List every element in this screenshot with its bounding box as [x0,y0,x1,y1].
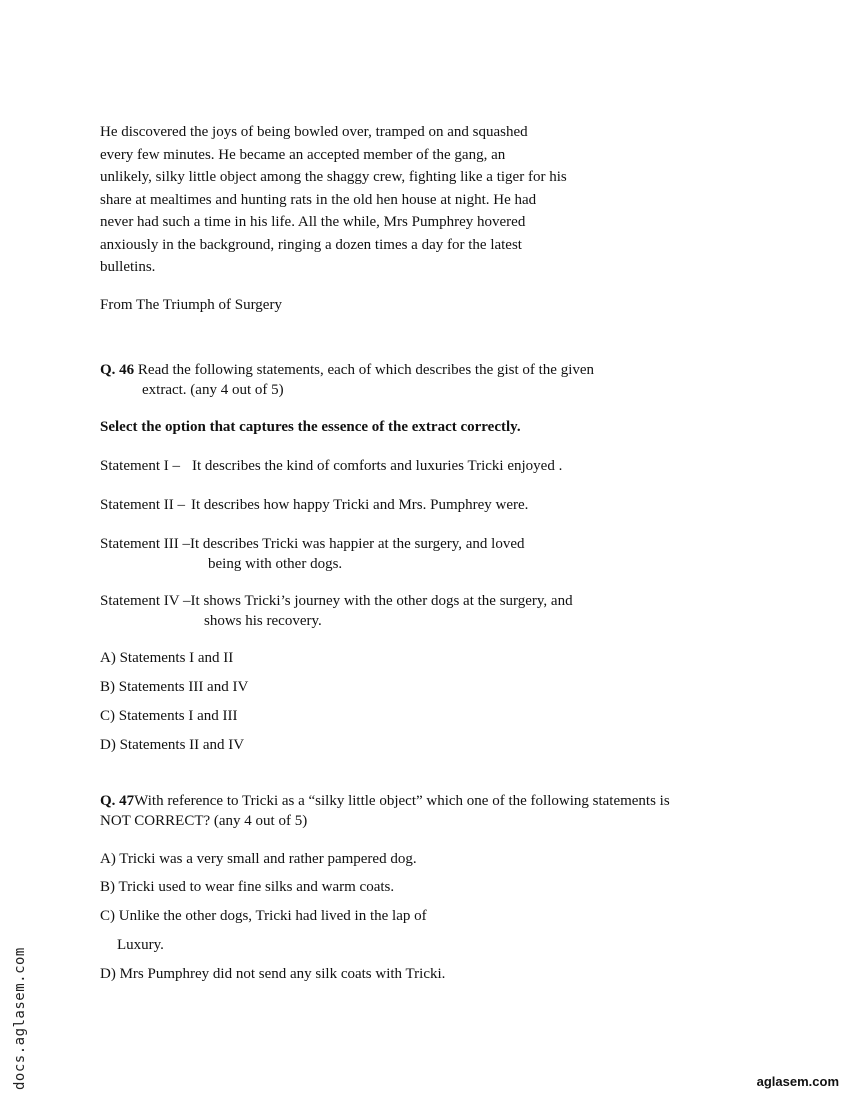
passage-line: He discovered the joys of being bowled over, tramped on and squashed [100,124,528,140]
passage-line: bulletins. [100,259,156,275]
q46-option-d: D) Statements II and IV [100,737,245,753]
q47-option-d: D) Mrs Pumphrey did not send any silk coats with Tricki. [100,966,446,982]
site-watermark: docs.aglasem.com [12,947,28,1090]
statement-text: It describes how happy Tricki and Mrs. Pumphrey were. [190,497,529,513]
question-text: Read the following statements, each of which describes the gist of the given [137,362,595,378]
question-47 [100,792,670,831]
question-text-continued: extract. (any 4 out of 5) [142,381,284,398]
statement-1 [100,457,562,477]
question-number: Q. 46 [100,362,135,378]
statement-label: Statement II – [100,497,185,513]
statement-text-continued: being with other dogs. [208,555,343,572]
q46-option-a: A) Statements I and II [100,650,234,666]
statement-4 [100,592,573,631]
statement-text-continued: shows his recovery. [204,612,322,629]
passage-line: share at mealtimes and hunting rats in the old hen house at night. He had [100,191,537,208]
question-number: Q. 47 [100,793,135,809]
extract-passage [100,121,660,279]
extract-source: From The Triumph of Surgery [100,297,282,313]
statement-label: Statement IV – [100,593,191,609]
q47-option-a: A) Tricki was a very small and rather pampered dog. [100,851,417,867]
passage-line: every few minutes. He became an accepted member of the gang, an [100,146,506,163]
question-instruction: Select the option that captures the essence of the extract correctly. [100,419,521,435]
q47-option-c-continued: Luxury. [117,937,164,953]
brand-footer: aglasem.com [756,1074,839,1089]
q46-option-b: B) Statements III and IV [100,679,249,695]
question-text-continued: NOT CORRECT? (any 4 out of 5) [100,812,308,829]
statement-text: It describes the kind of comforts and luxuries Tricki enjoyed . [191,458,563,474]
passage-line: anxiously in the background, ringing a dozen times a day for the latest [100,236,522,253]
q46-option-c: C) Statements I and III [100,708,238,724]
statement-label: Statement I – [100,458,180,474]
q47-option-b: B) Tricki used to wear fine silks and warm coats. [100,879,395,895]
statement-3 [100,535,525,574]
statement-2 [100,496,528,516]
question-text: With reference to Tricki as a “silky little object” which one of the following statements is [134,793,670,809]
question-46 [100,361,594,400]
passage-line: unlikely, silky little object among the shaggy crew, fighting like a tiger for his [100,169,567,185]
statement-label: Statement III – [100,536,190,552]
passage-line: never had such a time in his life. All the while, Mrs Pumphrey hovered [100,214,526,230]
q47-option-c: C) Unlike the other dogs, Tricki had lived in the lap of [100,908,427,924]
statement-text: It shows Tricki’s journey with the other dogs at the surgery, and [190,593,573,609]
statement-text: It describes Tricki was happier at the surgery, and loved [189,536,525,552]
